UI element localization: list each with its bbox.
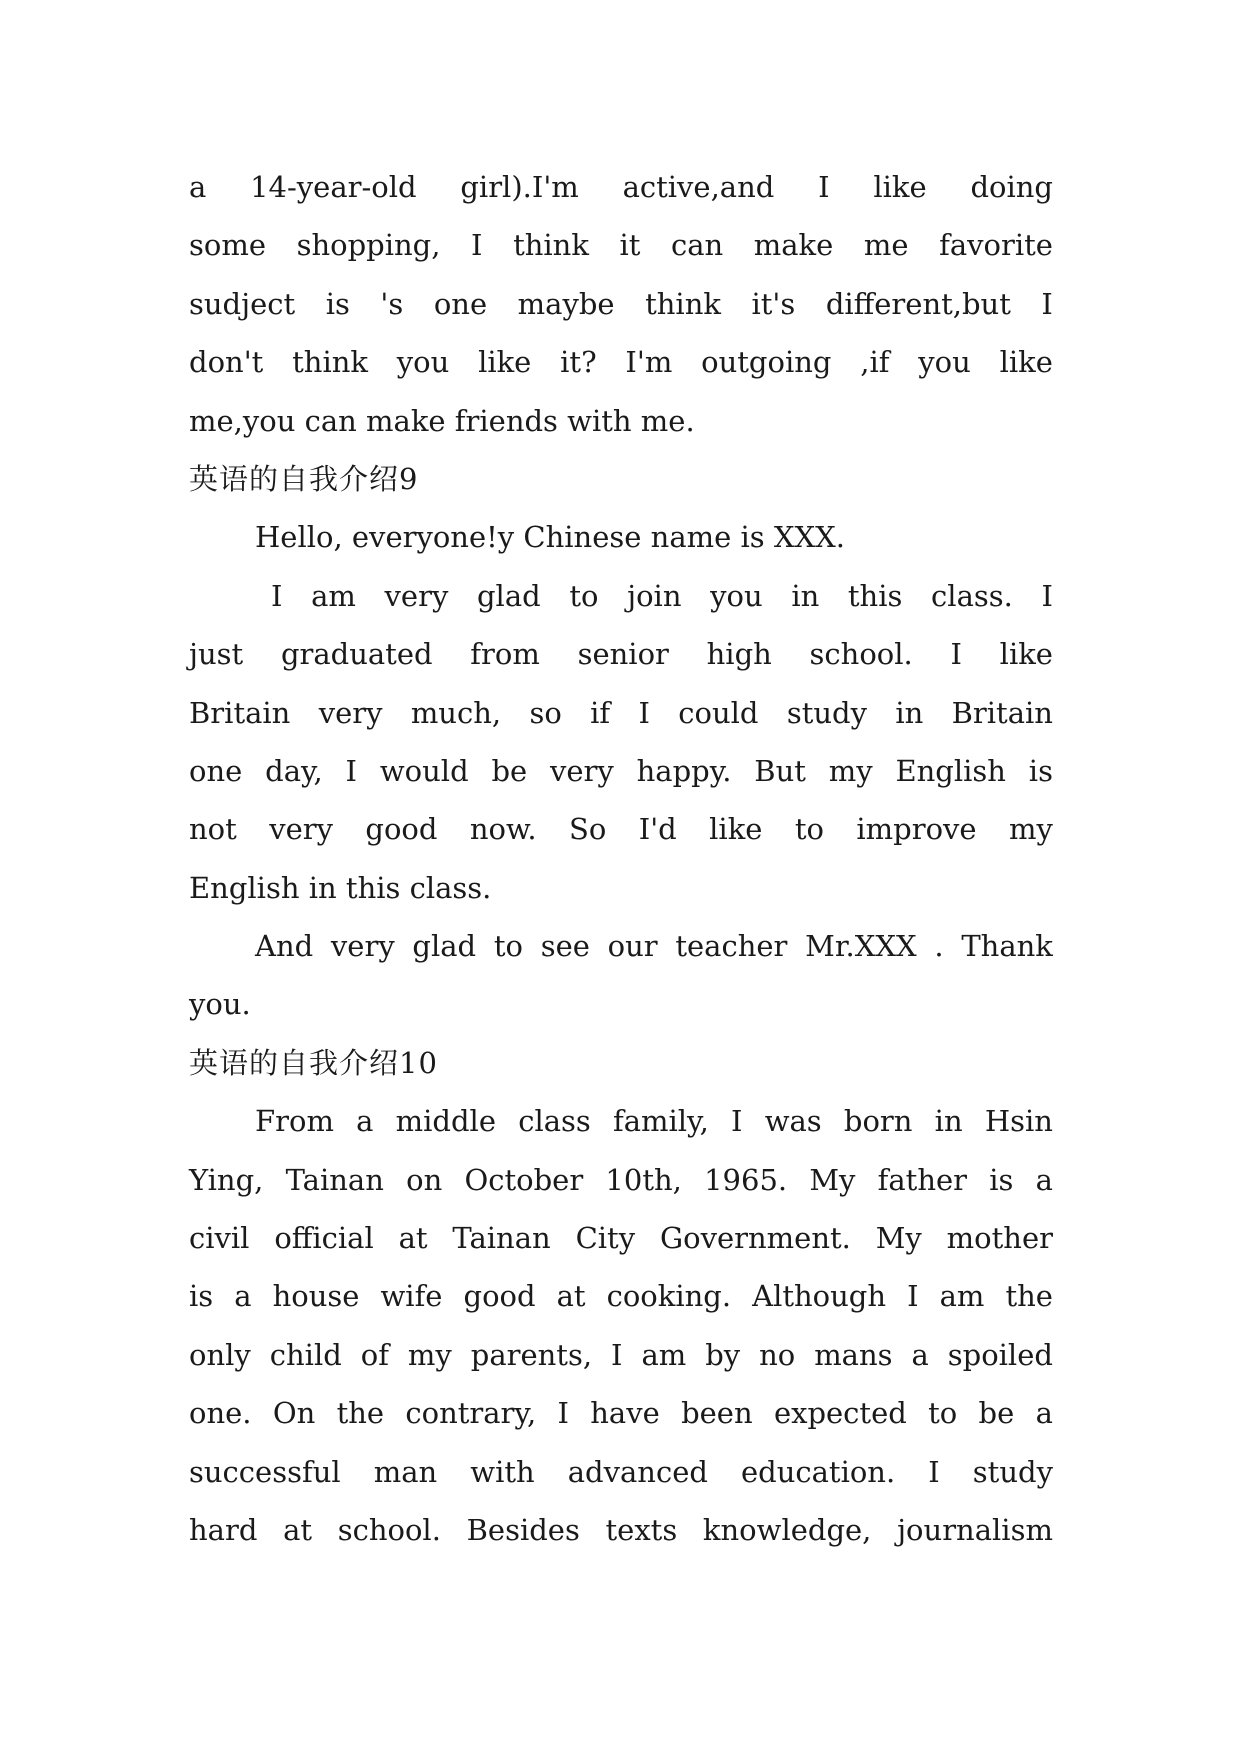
word: our xyxy=(607,929,658,964)
word: I xyxy=(950,637,962,672)
word: you xyxy=(918,345,971,380)
text-line: Hello, everyone!y Chinese name is XXX. xyxy=(255,520,846,555)
text-line: you. xyxy=(189,987,251,1022)
word: my xyxy=(407,1337,452,1372)
word: house xyxy=(272,1279,360,1314)
word: outgoing xyxy=(701,345,832,380)
word: make xyxy=(753,228,834,263)
word: City xyxy=(575,1221,636,1256)
word: very xyxy=(318,695,383,730)
word: I xyxy=(1041,286,1053,321)
word: My xyxy=(809,1162,856,1197)
word: 1965. xyxy=(704,1162,788,1197)
word: to xyxy=(493,929,523,964)
text-line: me,you can make friends with me. xyxy=(189,403,695,438)
word: girl).I'm xyxy=(460,170,579,204)
word: you xyxy=(396,345,450,380)
word: class xyxy=(518,1104,591,1139)
word: like xyxy=(873,170,927,204)
word: doing xyxy=(970,170,1053,204)
word: school. xyxy=(337,1512,441,1547)
word: I xyxy=(1041,578,1053,613)
text-line xyxy=(189,1209,1053,1267)
word: expected xyxy=(773,1396,907,1431)
word: teacher xyxy=(675,929,788,964)
word: Government. xyxy=(659,1221,851,1256)
text-line xyxy=(189,684,1053,742)
word: Although xyxy=(752,1279,887,1314)
word: from xyxy=(470,637,540,672)
word: of xyxy=(360,1337,389,1372)
word: by xyxy=(705,1337,741,1372)
word: improve xyxy=(856,812,977,847)
word: it xyxy=(619,228,641,263)
text-line xyxy=(189,917,1053,975)
text-line xyxy=(189,1326,1053,1384)
text-line xyxy=(189,275,1053,333)
word: ,if xyxy=(860,345,890,380)
word: at xyxy=(556,1279,586,1314)
word: my xyxy=(828,753,873,788)
word: am xyxy=(939,1279,985,1314)
word: at xyxy=(283,1512,313,1547)
text-line xyxy=(189,216,1053,274)
text-line xyxy=(189,1501,1053,1559)
text-line xyxy=(189,158,1053,216)
word: very xyxy=(384,578,449,613)
word: And xyxy=(255,929,314,964)
word: am xyxy=(311,578,356,613)
word: is xyxy=(1028,753,1053,788)
word: favorite xyxy=(939,228,1053,263)
word: to xyxy=(928,1396,958,1431)
word: From xyxy=(255,1104,334,1139)
word: journalism xyxy=(897,1512,1053,1547)
word: official xyxy=(274,1221,374,1256)
word: wife xyxy=(380,1279,443,1314)
word: think xyxy=(513,228,589,263)
word: like xyxy=(999,637,1053,672)
word: I xyxy=(638,695,650,730)
word: only xyxy=(189,1337,251,1372)
word: man xyxy=(373,1454,438,1489)
word: happy. xyxy=(636,753,732,788)
word: different,but xyxy=(825,286,1011,321)
word: 's xyxy=(380,286,404,321)
text-line xyxy=(189,800,1053,858)
word: active,and xyxy=(622,170,775,204)
word: Besides xyxy=(466,1512,580,1547)
word: Mr.XXX xyxy=(805,929,917,964)
word: mother xyxy=(946,1221,1053,1256)
word: glad xyxy=(412,929,477,964)
word: a xyxy=(234,1279,252,1314)
word: you xyxy=(710,578,763,613)
word: join xyxy=(627,578,682,613)
word: been xyxy=(681,1396,753,1431)
word: very xyxy=(330,929,395,964)
word: advanced xyxy=(567,1454,708,1489)
word: is xyxy=(325,286,350,321)
text-line xyxy=(189,1267,1053,1325)
word: in xyxy=(791,578,820,613)
word: So xyxy=(569,812,607,847)
word: Thank xyxy=(961,929,1053,964)
word: I xyxy=(471,228,483,263)
word: texts xyxy=(605,1512,678,1547)
word: I xyxy=(345,753,358,788)
word: a xyxy=(356,1104,374,1139)
word: child xyxy=(269,1337,342,1372)
word: I xyxy=(611,1337,623,1372)
word: good xyxy=(463,1279,536,1314)
word: see xyxy=(540,929,590,964)
word: father xyxy=(877,1162,968,1197)
word: I xyxy=(818,170,830,204)
word: like xyxy=(999,345,1053,380)
word: I xyxy=(271,578,283,613)
word: so xyxy=(529,695,562,730)
word: is xyxy=(989,1162,1014,1197)
word: a xyxy=(1035,1396,1053,1431)
word: successful xyxy=(189,1454,341,1489)
word: maybe xyxy=(517,286,615,321)
word: like xyxy=(709,812,763,847)
word: a xyxy=(1035,1162,1053,1197)
word: me xyxy=(863,228,909,263)
word: think xyxy=(645,286,721,321)
word: I xyxy=(731,1104,743,1139)
word: one xyxy=(433,286,488,321)
word: sudject xyxy=(189,286,296,321)
word: My xyxy=(875,1221,922,1256)
word: could xyxy=(678,695,759,730)
word: was xyxy=(764,1104,822,1139)
word: at xyxy=(398,1221,428,1256)
word: school. xyxy=(809,637,913,672)
word: much, xyxy=(410,695,502,730)
word: this xyxy=(847,578,903,613)
text-line xyxy=(189,1092,1053,1150)
word: very xyxy=(550,753,614,788)
word: But xyxy=(754,753,806,788)
word: October xyxy=(464,1162,584,1197)
word: think xyxy=(292,345,368,380)
word: am xyxy=(641,1337,687,1372)
word: the xyxy=(336,1396,385,1431)
text-line xyxy=(189,1443,1053,1501)
word: class. xyxy=(931,578,1013,613)
word: in xyxy=(895,695,924,730)
word: just xyxy=(189,637,244,672)
word: to xyxy=(569,578,599,613)
word: if xyxy=(590,695,611,730)
word: be xyxy=(978,1396,1015,1431)
text-line: English in this class. xyxy=(189,870,492,905)
word: one xyxy=(189,753,243,788)
word: on xyxy=(406,1162,443,1197)
word: contrary, xyxy=(405,1396,537,1431)
text-line xyxy=(189,1151,1053,1209)
word: family, xyxy=(612,1104,709,1139)
word: glad xyxy=(476,578,541,613)
word: I xyxy=(557,1396,569,1431)
word: spoiled xyxy=(947,1337,1053,1372)
word: now. xyxy=(469,812,537,847)
word: hard xyxy=(189,1512,258,1547)
word: it? xyxy=(560,345,597,380)
word: cooking. xyxy=(606,1279,732,1314)
document-body xyxy=(189,158,1053,1559)
paragraph xyxy=(189,508,1053,566)
word: middle xyxy=(395,1104,496,1139)
word: Ying, xyxy=(189,1162,264,1197)
word: graduated xyxy=(280,637,433,672)
word: one. xyxy=(189,1396,252,1431)
word: shopping, xyxy=(296,228,441,263)
word: I xyxy=(928,1454,940,1489)
word: in xyxy=(934,1104,963,1139)
word: day, xyxy=(265,753,323,788)
word: to xyxy=(794,812,824,847)
word: my xyxy=(1009,812,1053,847)
word: mans xyxy=(814,1337,893,1372)
word: civil xyxy=(189,1221,250,1256)
word: a xyxy=(189,170,207,204)
paragraph xyxy=(189,567,1053,917)
word: . xyxy=(934,929,944,964)
word: very xyxy=(269,812,333,847)
word: Tainan xyxy=(452,1221,551,1256)
word: it's xyxy=(751,286,796,321)
word: some xyxy=(189,228,267,263)
word: 14-year-old xyxy=(250,170,417,204)
text-line xyxy=(189,742,1053,800)
word: senior xyxy=(577,637,669,672)
word: Britain xyxy=(189,695,291,730)
word: with xyxy=(470,1454,535,1489)
paragraph xyxy=(189,158,1053,450)
word: would xyxy=(379,753,469,788)
word: education. xyxy=(740,1454,896,1489)
text-line xyxy=(189,625,1053,683)
word: I xyxy=(907,1279,919,1314)
word: knowledge, xyxy=(702,1512,872,1547)
section-heading: 英语的自我介绍9 xyxy=(189,461,419,496)
word: be xyxy=(491,753,528,788)
paragraph xyxy=(189,1092,1053,1559)
word: study xyxy=(972,1454,1053,1489)
section-heading: 英语的自我介绍10 xyxy=(189,1045,438,1080)
text-line xyxy=(189,567,1053,625)
word: don't xyxy=(189,345,264,380)
paragraph xyxy=(189,917,1053,1034)
word: high xyxy=(706,637,772,672)
word: parents, xyxy=(470,1337,593,1372)
word: like xyxy=(478,345,532,380)
word: can xyxy=(670,228,724,263)
word: have xyxy=(590,1396,660,1431)
word: a xyxy=(911,1337,929,1372)
word: good xyxy=(365,812,438,847)
word: Tainan xyxy=(285,1162,384,1197)
word: no xyxy=(759,1337,796,1372)
word: the xyxy=(1005,1279,1053,1314)
word: Hsin xyxy=(984,1104,1053,1139)
word: study xyxy=(786,695,867,730)
text-line xyxy=(189,1384,1053,1442)
word: 10th, xyxy=(605,1162,682,1197)
word: born xyxy=(843,1104,913,1139)
word: I'm xyxy=(625,345,673,380)
text-line xyxy=(189,333,1053,391)
word: On xyxy=(272,1396,316,1431)
word: I'd xyxy=(638,812,677,847)
word: not xyxy=(189,812,237,847)
word: Britain xyxy=(951,695,1053,730)
word: English xyxy=(895,753,1006,788)
word: is xyxy=(189,1279,214,1314)
